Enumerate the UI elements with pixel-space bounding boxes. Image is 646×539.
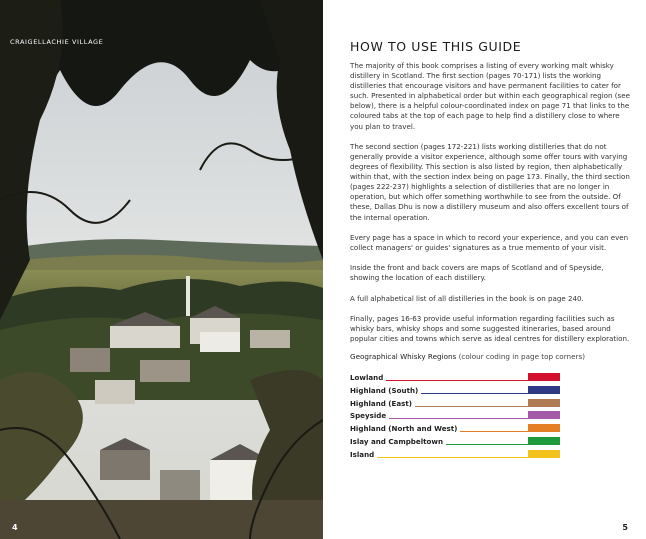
region-row [350,410,560,423]
region-label: Highland (East) [350,399,415,408]
region-row [350,436,560,449]
region-swatch [528,386,560,394]
photo-caption: CRAIGELLACHIE VILLAGE [10,38,104,46]
region-row [350,385,560,398]
region-swatch [528,424,560,432]
region-label: Highland (North and West) [350,424,460,433]
region-label: Lowland [350,373,386,382]
text-page [323,0,646,539]
paragraph-3: Every page has a space in which to record your experience, and you can even collect managers' or guides' signatures as a true memento of your visit. [350,232,629,252]
regions-title [350,352,585,361]
page-heading: HOW TO USE THIS GUIDE [350,39,522,54]
region-swatch [528,437,560,445]
region-row [350,449,560,462]
region-row [350,423,560,436]
body-text [350,61,630,354]
region-label: Islay and Campbeltown [350,437,446,446]
region-label: Speyside [350,411,389,420]
page-number-left: 4 [12,523,18,532]
page-number-right: 5 [622,523,628,532]
paragraph-5: A full alphabetical list of all distilleries in the book is on page 240. [350,293,584,303]
paragraph-6: Finally, pages 16-63 provide useful information regarding facilities such as whisky bars, whisky shops and some suggested itineraries, based around popular cities and towns which serve as ideal centres for distillery exploration. [350,313,630,343]
region-row [350,398,560,411]
region-label: Highland (South) [350,386,421,395]
region-label: Island [350,450,377,459]
regions-legend [350,372,560,462]
paragraph-4: Inside the front and back covers are maps of Scotland and of Speyside, showing the location of each distillery. [350,263,604,283]
region-swatch [528,373,560,381]
region-swatch [528,411,560,419]
paragraph-2: The second section (pages 172-221) lists working distilleries that do not generally provide a visitor experience, although some offer tours with varying degrees of flexibility. This section is also listed by region, then alphabetically within that, with the section index being on page 173. Finally, the third section (pages 222-237) highlights a selection of distilleries that are no longer in operation, but which offer something worthwhile to see from the outside. Of these, Dallas Dhu is now a distillery museum and also offers excellent tours of the internal operation. [350,141,630,222]
regions-subtitle: (colour coding in page top corners) [458,352,586,361]
region-row [350,372,560,385]
region-swatch [528,399,560,407]
region-swatch [528,450,560,458]
regions-title-text: Geographical Whisky Regions [350,352,457,361]
paragraph-1: The majority of this book comprises a listing of every working malt whisky distillery in Scotland. The first section (pages 70-171) lists the working distilleries that encourage visitors and have permanent facilities to cater for such. Presented in alphabetical order but within each geographical region (see below), there is a helpful colour-coordinated index on page 71 that links to the coloured tabs at the top of each page to help find a distillery close to where you plan to travel. [350,61,630,131]
